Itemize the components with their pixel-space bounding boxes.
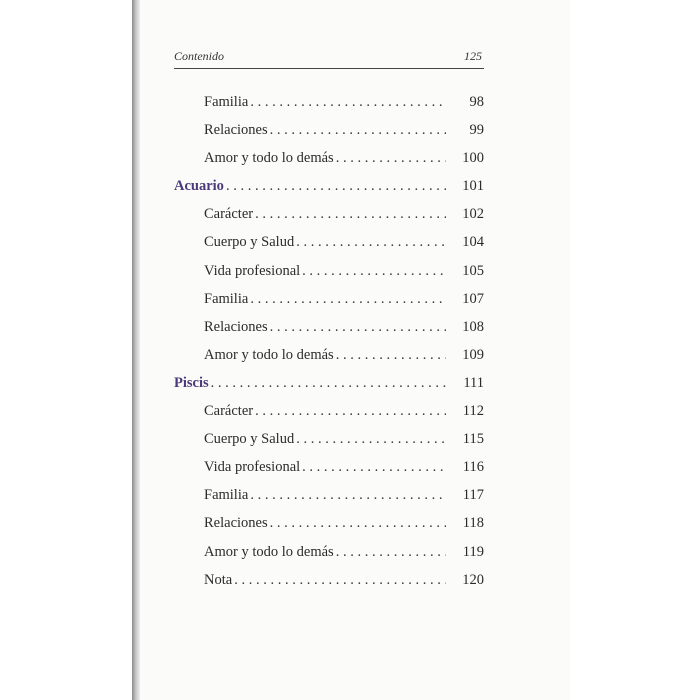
toc-entry-page-number: 112 xyxy=(462,403,484,420)
toc-entry-page-number: 107 xyxy=(462,290,484,307)
toc-entry-page-number: 111 xyxy=(463,374,484,391)
toc-entry xyxy=(174,116,484,144)
toc-entry-label: Familia xyxy=(204,487,249,504)
toc-entry-label: Carácter xyxy=(204,206,254,223)
toc-entry-label: Relaciones xyxy=(204,515,268,532)
header-rule xyxy=(174,68,484,69)
toc-entry xyxy=(174,453,484,481)
toc-entry-page-number: 105 xyxy=(462,262,484,279)
toc-entry xyxy=(174,313,484,341)
toc-section-heading xyxy=(174,172,484,200)
dot-leader xyxy=(211,369,446,397)
dot-leader xyxy=(250,285,446,313)
toc-entry-page-number: 120 xyxy=(462,571,484,588)
dot-leader xyxy=(234,566,446,594)
dot-leader xyxy=(255,200,446,228)
toc-entry-page-number: 101 xyxy=(462,178,484,195)
toc-entry xyxy=(174,144,484,172)
toc-entry-page-number: 115 xyxy=(462,431,484,448)
toc-entry-label: Piscis xyxy=(174,374,209,391)
toc-entry-page-number: 98 xyxy=(469,94,484,110)
toc-entry-page-number: 102 xyxy=(462,206,484,223)
toc-entry-label: Nota xyxy=(204,571,233,588)
toc-entry xyxy=(174,257,484,285)
dot-leader xyxy=(336,144,446,172)
toc-entry xyxy=(174,341,484,369)
dot-leader xyxy=(270,509,446,537)
toc-entry-page-number: 104 xyxy=(462,234,484,251)
running-header xyxy=(174,49,482,67)
toc-entry-label: Vida profesional xyxy=(204,262,301,279)
toc-entry-label: Vida profesional xyxy=(204,459,301,476)
toc-entry xyxy=(174,538,484,566)
table-of-contents xyxy=(174,88,484,594)
toc-entry-label: Relaciones xyxy=(204,318,268,335)
toc-entry-label: Cuerpo y Salud xyxy=(204,431,295,448)
toc-entry-page-number: 99 xyxy=(469,122,484,139)
toc-entry xyxy=(174,285,484,313)
toc-entry-label: Familia xyxy=(204,94,249,110)
toc-entry-page-number: 118 xyxy=(462,515,484,532)
dot-leader xyxy=(336,341,446,369)
running-header-page-number: 125 xyxy=(464,49,482,63)
toc-entry-label: Amor y todo lo demás xyxy=(204,150,334,167)
dot-leader xyxy=(296,228,446,256)
dot-leader xyxy=(296,425,446,453)
dot-leader xyxy=(250,88,446,116)
toc-entry xyxy=(174,88,484,116)
toc-entry-page-number: 100 xyxy=(462,150,484,167)
toc-section-heading xyxy=(174,369,484,397)
toc-entry xyxy=(174,228,484,256)
toc-entry xyxy=(174,566,484,594)
toc-entry-label: Acuario xyxy=(174,178,224,195)
dot-leader xyxy=(270,116,446,144)
toc-entry xyxy=(174,481,484,509)
toc-entry-label: Amor y todo lo demás xyxy=(204,346,334,363)
toc-entry-label: Relaciones xyxy=(204,122,268,139)
toc-entry-page-number: 119 xyxy=(462,543,484,560)
toc-entry-page-number: 109 xyxy=(462,346,484,363)
toc-entry-label: Cuerpo y Salud xyxy=(204,234,295,251)
toc-entry-label: Amor y todo lo demás xyxy=(204,543,334,560)
toc-entry-page-number: 117 xyxy=(462,487,484,504)
dot-leader xyxy=(270,313,446,341)
toc-entry xyxy=(174,397,484,425)
dot-leader xyxy=(250,481,446,509)
toc-entry xyxy=(174,425,484,453)
toc-entry-page-number: 108 xyxy=(462,318,484,335)
dot-leader xyxy=(255,397,446,425)
toc-entry xyxy=(174,509,484,537)
toc-entry-page-number: 116 xyxy=(462,459,484,476)
dot-leader xyxy=(302,257,446,285)
running-header-title: Contenido xyxy=(174,49,224,63)
toc-entry-label: Familia xyxy=(204,290,249,307)
toc-entry xyxy=(174,200,484,228)
book-spine-shadow xyxy=(132,0,140,700)
dot-leader xyxy=(226,172,446,200)
toc-entry-label: Carácter xyxy=(204,403,254,420)
dot-leader xyxy=(302,453,446,481)
dot-leader xyxy=(336,538,446,566)
